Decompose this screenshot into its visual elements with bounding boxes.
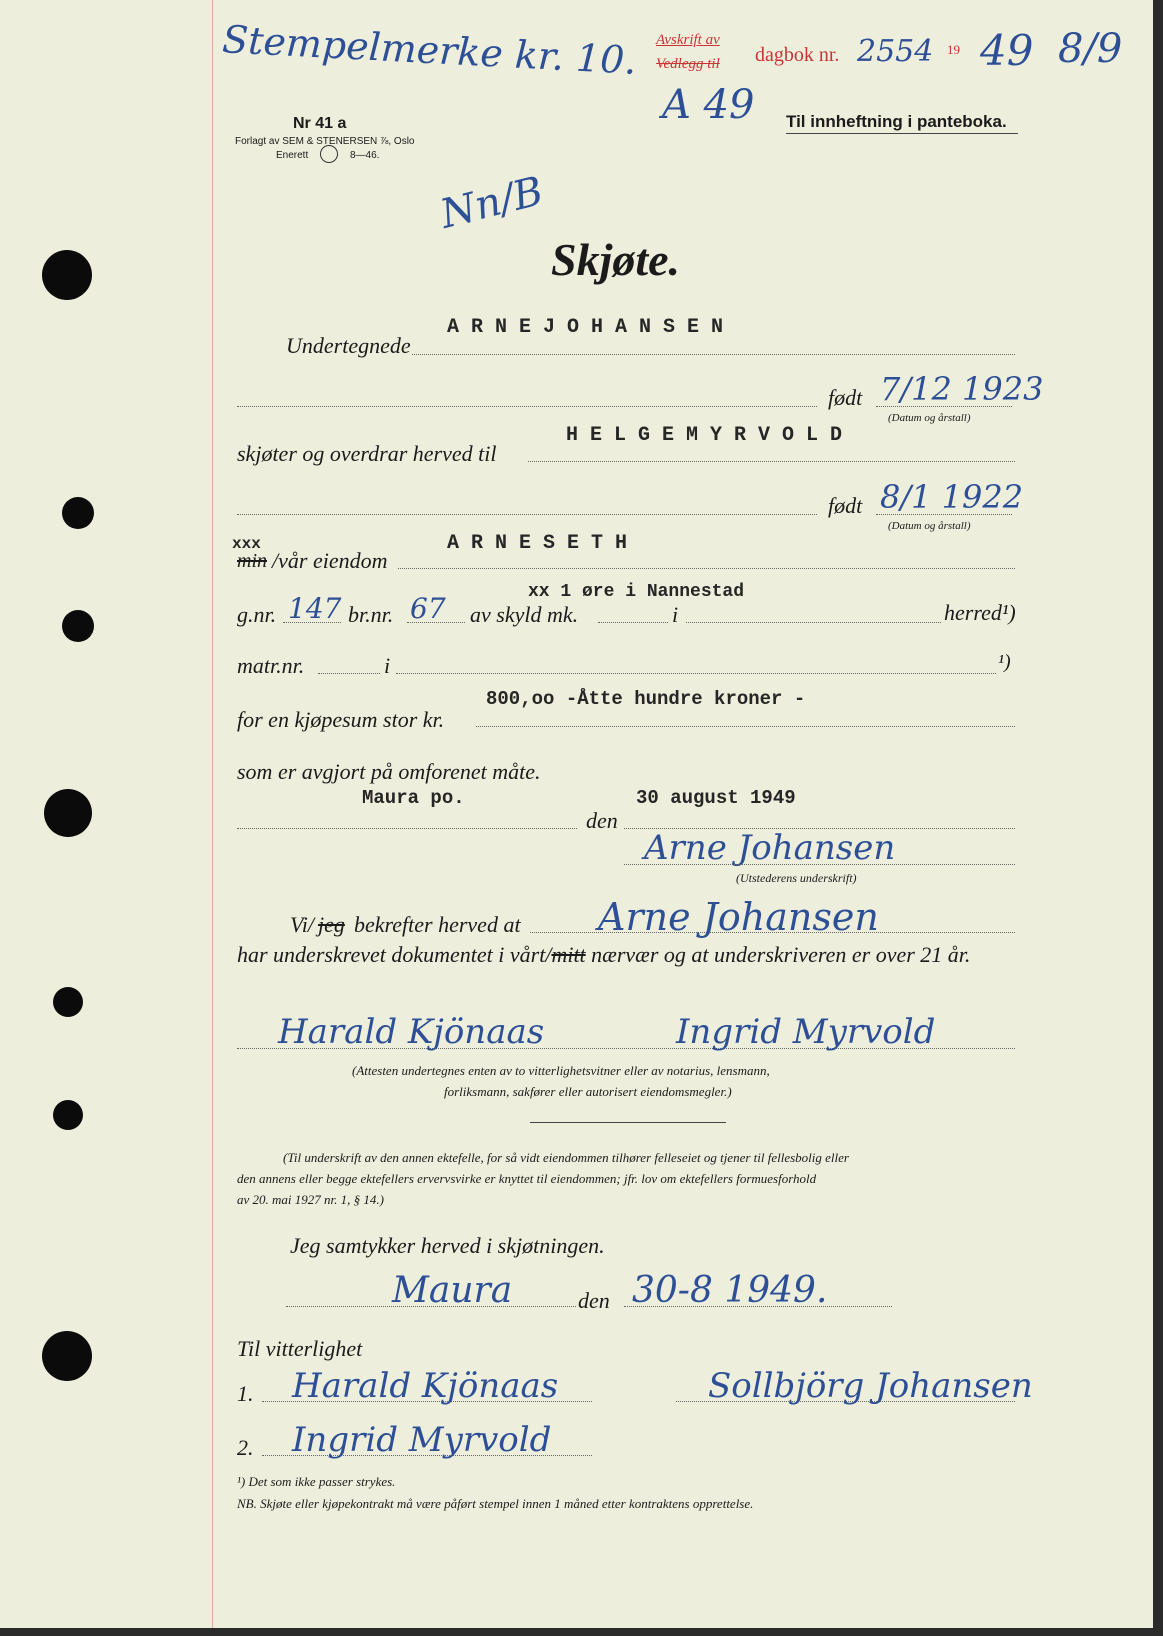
matr-label: matr.nr. (237, 653, 305, 678)
buyer-birth-line (237, 514, 817, 515)
property-line (398, 568, 1015, 569)
fodt-label: født (828, 493, 863, 518)
i-label: i (384, 653, 391, 678)
gnr-value: 147 (288, 592, 342, 625)
var-eiendom-label: /vår eiendom (272, 548, 388, 573)
margin-rule (212, 0, 213, 1636)
date-typed: 30 august 1949 (636, 787, 796, 809)
vitterlighet-signature-1: Harald Kjönaas (292, 1366, 559, 1406)
brnr-value: 67 (410, 592, 446, 625)
punch-hole (42, 1331, 92, 1381)
herred-line (686, 622, 941, 623)
punch-hole (44, 789, 92, 837)
stamp-fee-note: Stempelmerke kr. 10. (221, 17, 638, 83)
seller-line (412, 354, 1015, 355)
vi-label: Vi/ (290, 912, 315, 937)
brnr-label: br.nr. (348, 602, 394, 627)
publisher-logo (320, 145, 338, 163)
datum-note: (Datum og årstall) (888, 520, 971, 532)
spouse-note-1: (Til underskrift av den annen ektefelle, for så vidt eiendommen tilhører felleseiet og tjener til fellesbolig eller (283, 1150, 849, 1165)
spouse-note-2: den annens eller begge ektefellers ervervsvirke er knyttet til eiendommen; jfr. lov om ektefellers formuesforhold (237, 1171, 817, 1186)
vedlegg-label: Vedlegg til (656, 56, 720, 72)
punch-hole (62, 497, 94, 529)
dagbok-date: 8/9 (1058, 26, 1123, 72)
witness-number-1: 1. (237, 1381, 254, 1406)
document-title: Skjøte. (551, 234, 681, 285)
year-prefix: 19 (947, 42, 960, 57)
footnote-1: ¹) Det som ikke passer strykes. (237, 1474, 396, 1489)
matr-place-line (396, 673, 996, 674)
punch-hole (53, 987, 83, 1017)
av-skyld-label: av skyld mk. (470, 602, 579, 627)
seller-birth-line (237, 406, 817, 407)
dagbok-year: 49 (980, 26, 1034, 75)
binding-note: Til innheftning i panteboka. (786, 112, 1007, 131)
underskrevet-part2: nærvær og at underskriveren er over 21 år. (585, 942, 971, 967)
form-number: Nr 41 a (293, 115, 347, 132)
kjopesum-line (476, 726, 1015, 727)
witness-signature-2: Ingrid Myrvold (676, 1012, 936, 1052)
folio-number: A 49 (662, 82, 755, 128)
scan-edge (0, 1628, 1163, 1636)
xxx-mark: xxx (232, 535, 261, 553)
binding-underline (786, 133, 1018, 134)
note-mark: ¹) (998, 651, 1011, 673)
den-label: den (586, 808, 618, 833)
seller-name: A R N E J O H A N S E N (447, 316, 724, 339)
punch-hole (62, 610, 94, 642)
spouse-note-3: av 20. mai 1927 nr. 1, § 14.) (237, 1192, 384, 1207)
buyer-birth-date: 8/1 1922 (880, 478, 1024, 516)
buyer-name: H E L G E M Y R V O L D (566, 424, 843, 447)
dagbok-number: 2554 (857, 34, 934, 69)
footnote-2: NB. Skjøte eller kjøpekontrakt må være påført stempel innen 1 måned etter kontraktens opprettelse. (237, 1496, 754, 1511)
avskrift-label: Avskrift av (656, 32, 720, 48)
seller-birth-date: 7/12 1923 (880, 370, 1044, 408)
kjopesum-value: 800,oo -Åtte hundre kroner - (486, 688, 806, 710)
spouse-signature: Sollbjörg Johansen (708, 1366, 1033, 1406)
skjoter-label: skjøter og overdrar herved til (237, 441, 497, 466)
edition-line: 8—46. (350, 150, 380, 161)
gnr-label: g.nr. (237, 602, 277, 627)
fodt-label: født (828, 385, 863, 410)
publisher-line: Forlagt av SEM & STENERSEN ⅞, Oslo (235, 136, 415, 147)
mitt-struck: mitt (551, 942, 586, 967)
undertegnede-label: Undertegnede (286, 333, 411, 358)
dagbok-label: dagbok nr. (755, 44, 840, 66)
witness-number-2: 2. (237, 1435, 254, 1460)
punch-hole (42, 250, 92, 300)
witness-signature-1: Harald Kjönaas (278, 1012, 545, 1052)
initials-mark: Nn/B (435, 168, 548, 238)
attest-note-2: forliksmann, sakfører eller autorisert eiendomsmegler.) (444, 1084, 732, 1099)
min-struck: min (237, 550, 267, 572)
enerett-line: Enerett (276, 150, 309, 161)
utsteder-note: (Utstederens underskrift) (736, 871, 857, 885)
signer-name: Arne Johansen (598, 895, 879, 939)
place-line (237, 828, 577, 829)
vitterlighet-signature-2: Ingrid Myrvold (292, 1420, 552, 1460)
datum-note: (Datum og årstall) (888, 412, 971, 424)
vitterlighet-label: Til vitterlighet (237, 1336, 363, 1361)
skyld-value: xx 1 øre i Nannestad (528, 582, 745, 602)
jeg-struck: jeg (318, 912, 345, 937)
consent-den-label: den (578, 1288, 610, 1313)
property-name: A R N E S E T H (447, 532, 628, 555)
consent-place: Maura (392, 1270, 513, 1311)
punch-hole (53, 1100, 83, 1130)
signature-line (624, 864, 1015, 865)
underskrevet-text (237, 942, 970, 968)
seller-signature: Arne Johansen (644, 828, 896, 868)
samtykke-text: Jeg samtykker herved i skjøtningen. (290, 1233, 605, 1258)
herred-label: herred¹) (944, 600, 1016, 625)
avgjort-text: som er avgjort på omforenet måte. (237, 759, 541, 784)
i-label: i (672, 602, 679, 627)
skyld-line (598, 622, 668, 623)
section-divider (530, 1122, 726, 1123)
place-typed: Maura po. (362, 787, 465, 809)
scan-edge (1153, 0, 1163, 1636)
attest-note-1: (Attesten undertegnes enten av to vitterlighetsvitner eller av notarius, lensmann, (352, 1063, 770, 1078)
buyer-line (528, 461, 1015, 462)
matr-line (318, 673, 380, 674)
bekrefter-text: bekrefter herved at (354, 912, 521, 937)
kjopesum-label: for en kjøpesum stor kr. (237, 707, 445, 732)
underskrevet-part1: har underskrevet dokumentet i vårt/ (237, 942, 552, 967)
consent-date: 30-8 1949. (632, 1270, 828, 1311)
